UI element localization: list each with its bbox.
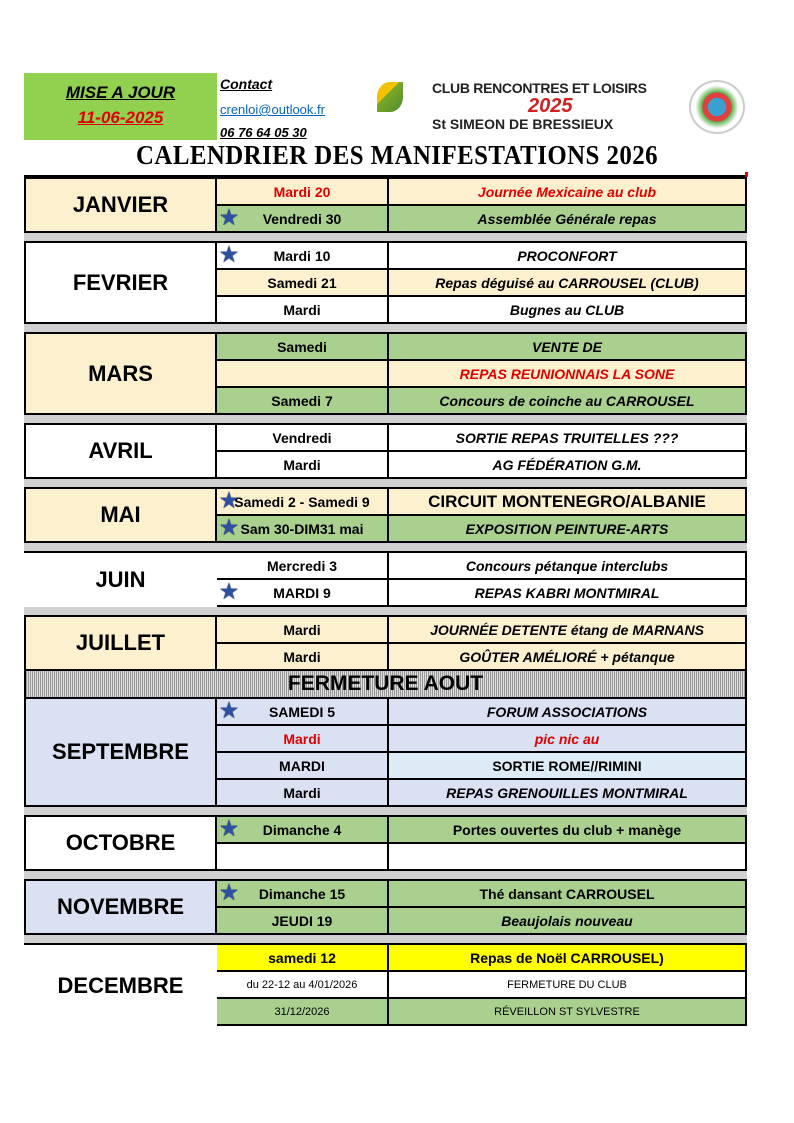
event-date-text: Mardi <box>283 784 321 801</box>
event-date <box>217 516 389 543</box>
event-date <box>217 270 389 297</box>
event-date <box>217 243 389 270</box>
event-name: PROCONFORT <box>389 243 747 270</box>
month-name: MARS <box>24 334 217 415</box>
event-date-text: Mercredi 3 <box>266 557 338 574</box>
event-date <box>217 644 389 671</box>
section-spacer <box>24 807 747 817</box>
event-date <box>217 753 389 780</box>
event-name: AG FÉDÉRATION G.M. <box>389 452 747 479</box>
month-section-janvier <box>24 179 747 243</box>
event-date-text: MARDI 9 <box>273 584 331 601</box>
event-date <box>217 334 389 361</box>
event-date <box>217 206 389 233</box>
event-name: JOURNÉE DETENTE étang de MARNANS <box>389 617 747 644</box>
event-date <box>217 553 389 580</box>
month-name: SEPTEMBRE <box>24 699 217 807</box>
closure-banner <box>24 671 747 699</box>
star-icon: ★ <box>220 244 238 266</box>
star-icon: ★ <box>220 581 238 603</box>
event-date <box>217 361 389 388</box>
event-date <box>217 580 389 607</box>
section-spacer <box>24 324 747 334</box>
event-name: GOÛTER AMÉLIORÉ + pétanque <box>389 644 747 671</box>
event-date-text: Sam 30-DIM31 mai <box>240 520 364 537</box>
event-date-text: Mardi 20 <box>273 183 331 200</box>
section-spacer <box>24 233 747 243</box>
event-date <box>217 726 389 753</box>
star-icon: ★ <box>220 517 238 539</box>
event-name: pic nic au <box>389 726 747 753</box>
event-name: FERMETURE DU CLUB <box>389 972 747 999</box>
event-date-text: Mardi <box>283 621 321 638</box>
event-date <box>217 999 389 1026</box>
event-name: RÉVEILLON ST SYLVESTRE <box>389 999 747 1026</box>
event-date-text: du 22-12 au 4/01/2026 <box>246 978 358 991</box>
club-emblem-icon <box>689 80 745 134</box>
month-name: MAI <box>24 489 217 543</box>
club-logo <box>350 80 745 136</box>
event-date <box>217 908 389 935</box>
event-name: Thé dansant CARROUSEL <box>389 881 747 908</box>
month-name: AVRIL <box>24 425 217 479</box>
update-date: 11-06-2025 <box>77 108 164 127</box>
month-section-mars <box>24 334 747 425</box>
closure-label: FERMETURE AOUT <box>24 671 747 699</box>
event-name: Concours de coinche au CARROUSEL <box>389 388 747 415</box>
logo-year: 2025 <box>528 95 573 117</box>
month-name: JANVIER <box>24 179 217 233</box>
event-date <box>217 617 389 644</box>
star-icon: ★ <box>220 700 238 722</box>
event-name: Repas déguisé au CARROUSEL (CLUB) <box>389 270 747 297</box>
event-date-text: Mardi <box>283 456 321 473</box>
event-date <box>217 780 389 807</box>
event-date-text: MARDI <box>279 757 325 774</box>
star-icon: ★ <box>220 490 238 512</box>
event-date-text: Mardi 10 <box>273 247 331 264</box>
month-section-octobre <box>24 817 747 881</box>
month-section-mai <box>24 489 747 553</box>
email-link[interactable]: crenloi@outlook.fr <box>220 102 325 117</box>
event-date <box>217 972 389 999</box>
event-date-text: Dimanche 15 <box>258 885 346 902</box>
event-name: FORUM ASSOCIATIONS <box>389 699 747 726</box>
event-date <box>217 489 389 516</box>
page-title: CALENDRIER DES MANIFESTATIONS 2026 <box>136 140 658 170</box>
update-label: MISE A JOUR <box>65 83 176 102</box>
event-date <box>217 388 389 415</box>
month-section-avril <box>24 425 747 489</box>
month-section-novembre <box>24 881 747 945</box>
star-icon: ★ <box>220 818 238 840</box>
event-name: Portes ouvertes du club + manège <box>389 817 747 844</box>
event-name: REPAS KABRI MONTMIRAL <box>389 580 747 607</box>
event-name: Repas de Noël CARROUSEL) <box>389 945 747 972</box>
contact-block <box>220 76 325 140</box>
section-spacer <box>24 543 747 553</box>
event-date <box>217 881 389 908</box>
logo-club-name: CLUB RENCONTRES ET LOISIRS <box>432 80 647 96</box>
section-spacer <box>24 871 747 881</box>
event-name: Concours pétanque interclubs <box>389 553 747 580</box>
event-date <box>217 817 389 844</box>
mark <box>745 172 748 177</box>
event-date-text: Vendredi 30 <box>262 210 342 227</box>
event-name: Journée Mexicaine au club <box>389 179 747 206</box>
update-box <box>24 73 217 140</box>
event-date <box>217 425 389 452</box>
event-name: VENTE DE <box>389 334 747 361</box>
event-name: Beaujolais nouveau <box>389 908 747 935</box>
event-date <box>217 844 389 871</box>
event-date <box>217 297 389 324</box>
month-section-juin <box>24 553 747 617</box>
logo-town: St SIMEON DE BRESSIEUX <box>432 116 614 132</box>
event-date-text: Vendredi <box>272 429 332 446</box>
event-date <box>217 699 389 726</box>
event-name <box>389 844 747 871</box>
event-date-text: Dimanche 4 <box>262 821 342 838</box>
event-name: Bugnes au CLUB <box>389 297 747 324</box>
month-name: NOVEMBRE <box>24 881 217 935</box>
event-name: REPAS GRENOUILLES MONTMIRAL <box>389 780 747 807</box>
month-section-fevrier <box>24 243 747 334</box>
event-date-text: Samedi <box>277 338 327 355</box>
event-date <box>217 179 389 206</box>
section-spacer <box>24 607 747 617</box>
event-date-text: Mardi <box>283 648 321 665</box>
month-name: JUIN <box>24 553 217 607</box>
section-spacer <box>24 935 747 945</box>
star-icon: ★ <box>220 207 238 229</box>
month-name: OCTOBRE <box>24 817 217 871</box>
event-name: SORTIE REPAS TRUITELLES ??? <box>389 425 747 452</box>
month-name: DECEMBRE <box>24 945 217 1026</box>
section-spacer <box>24 479 747 489</box>
calendar-table <box>24 179 747 1026</box>
event-date-text: JEUDI 19 <box>271 912 333 929</box>
event-date-text: Mardi <box>283 301 321 318</box>
event-name: EXPOSITION PEINTURE-ARTS <box>389 516 747 543</box>
month-name: FEVRIER <box>24 243 217 324</box>
star-icon: ★ <box>220 882 238 904</box>
month-section-septembre <box>24 699 747 817</box>
event-date <box>217 945 389 972</box>
month-section-juillet <box>24 617 747 671</box>
event-date-text: Samedi 21 <box>267 274 337 291</box>
event-date-text: Mardi <box>283 730 321 747</box>
event-date-text: Samedi 7 <box>271 392 333 409</box>
event-name: REPAS REUNIONNAIS LA SONE <box>389 361 747 388</box>
phone-number: 06 76 64 05 30 <box>220 125 307 140</box>
contact-label: Contact <box>220 76 273 92</box>
generations-mouvement-logo <box>350 80 430 136</box>
section-spacer <box>24 415 747 425</box>
event-name: SORTIE ROME//RIMINI <box>389 753 747 780</box>
event-date <box>217 452 389 479</box>
month-section-decembre <box>24 945 747 1026</box>
event-date-text: SAMEDI 5 <box>268 703 336 720</box>
event-date-text: Samedi 2 - Samedi 9 <box>234 493 370 510</box>
event-date-text: 31/12/2026 <box>274 1005 330 1018</box>
month-name: JUILLET <box>24 617 217 671</box>
event-date-text: samedi 12 <box>268 949 336 966</box>
event-name: Assemblée Générale repas <box>389 206 747 233</box>
event-name: CIRCUIT MONTENEGRO/ALBANIE <box>389 489 747 516</box>
